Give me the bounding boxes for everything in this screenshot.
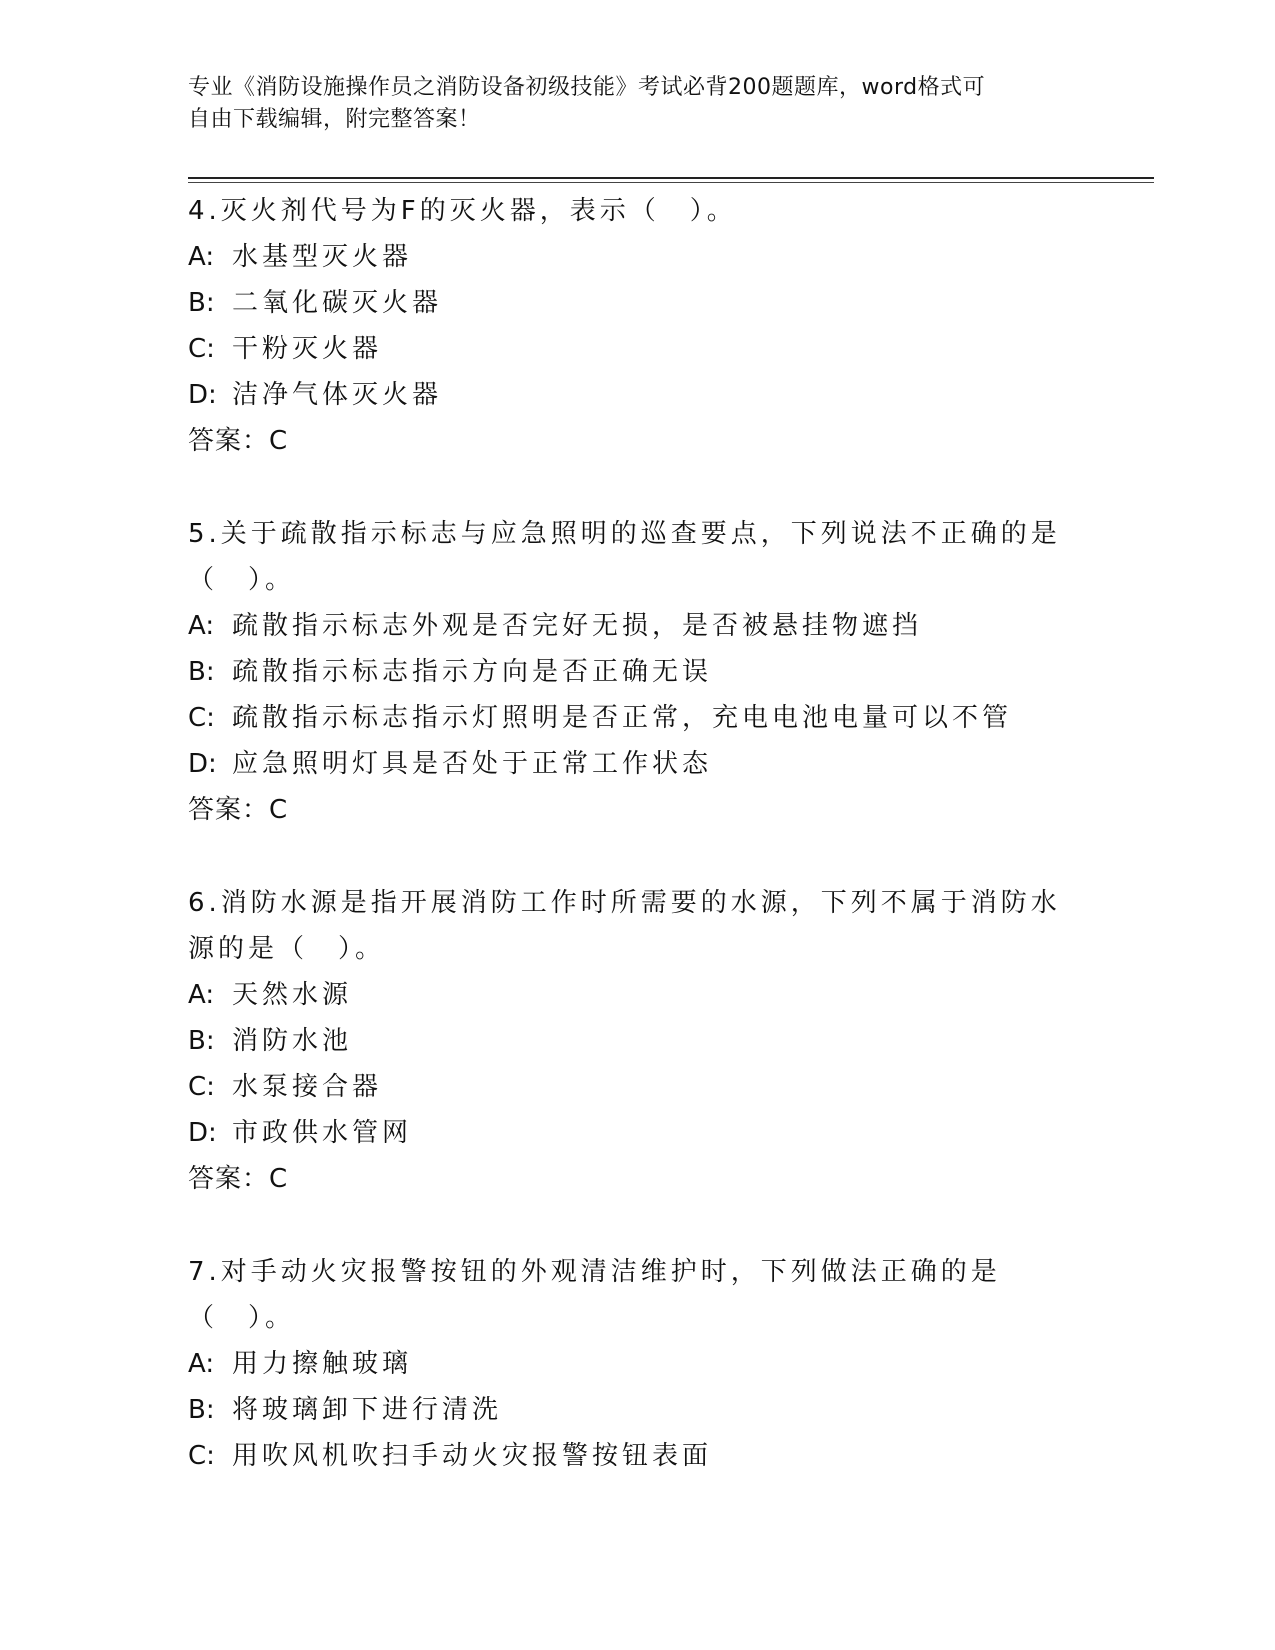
option-letter: A: [188, 1349, 215, 1379]
option-text: 用吹风机吹扫手动火灾报警按钮表面 [232, 1441, 713, 1471]
option-text: 干粉灭火器 [232, 334, 383, 364]
document-header [188, 72, 1068, 136]
option-b [188, 280, 1068, 326]
option-c [188, 1064, 1068, 1110]
option-c [188, 695, 1068, 741]
option-letter: B: [188, 1395, 215, 1425]
question-item [188, 188, 1068, 464]
option-b [188, 1018, 1068, 1064]
option-c [188, 1433, 1068, 1479]
header-divider-thin [188, 182, 1154, 183]
option-letter: D: [188, 1118, 217, 1148]
option-a [188, 603, 1068, 649]
option-text: 市政供水管网 [232, 1118, 413, 1148]
option-text: 水基型灭火器 [232, 242, 413, 272]
option-d [188, 1110, 1068, 1156]
option-letter: B: [188, 657, 215, 687]
answer-line: 答案：C [188, 1164, 289, 1194]
option-letter: A: [188, 980, 215, 1010]
option-letter: C: [188, 703, 215, 733]
question-stem: 5.关于疏散指示标志与应急照明的巡查要点，下列说法不正确的是（ ）。 [188, 519, 1061, 595]
option-text: 用力擦触玻璃 [232, 1349, 413, 1379]
header-line-2: 自由下载编辑，附完整答案！ [188, 107, 481, 132]
option-letter: B: [188, 288, 215, 318]
option-letter: A: [188, 242, 215, 272]
option-text: 疏散指示标志指示方向是否正确无误 [232, 657, 713, 687]
option-a [188, 972, 1068, 1018]
option-a [188, 1341, 1068, 1387]
option-letter: D: [188, 749, 217, 779]
question-stem: 7.对手动火灾报警按钮的外观清洁维护时，下列做法正确的是（ ）。 [188, 1257, 1001, 1333]
option-letter: C: [188, 1441, 215, 1471]
header-line-1: 专业《消防设施操作员之消防设备初级技能》考试必背200题题库，word格式可 [188, 75, 986, 100]
option-text: 将玻璃卸下进行清洗 [232, 1395, 503, 1425]
question-item [188, 880, 1068, 1202]
option-text: 疏散指示标志外观是否完好无损，是否被悬挂物遮挡 [232, 611, 923, 641]
option-text: 水泵接合器 [232, 1072, 383, 1102]
option-letter: A: [188, 611, 215, 641]
question-stem: 4.灭火剂代号为F的灭火器，表示（ ）。 [188, 196, 737, 226]
option-text: 天然水源 [232, 980, 353, 1010]
option-b [188, 1387, 1068, 1433]
answer-line: 答案：C [188, 426, 289, 456]
option-a [188, 234, 1068, 280]
option-letter: C: [188, 1072, 215, 1102]
option-text: 消防水池 [232, 1026, 353, 1056]
option-text: 洁净气体灭火器 [232, 380, 443, 410]
question-item [188, 1249, 1068, 1479]
option-letter: B: [188, 1026, 215, 1056]
option-letter: D: [188, 380, 217, 410]
option-b [188, 649, 1068, 695]
option-c [188, 326, 1068, 372]
option-text: 二氧化碳灭火器 [232, 288, 443, 318]
option-text: 应急照明灯具是否处于正常工作状态 [232, 749, 713, 779]
question-item [188, 511, 1068, 833]
option-text: 疏散指示标志指示灯照明是否正常，充电电池电量可以不管 [232, 703, 1013, 733]
option-d [188, 741, 1068, 787]
option-d [188, 372, 1068, 418]
question-list [188, 188, 1068, 1526]
option-letter: C: [188, 334, 215, 364]
question-stem: 6.消防水源是指开展消防工作时所需要的水源，下列不属于消防水源的是（ ）。 [188, 888, 1061, 964]
header-divider-thick [188, 177, 1154, 179]
answer-line: 答案：C [188, 795, 289, 825]
